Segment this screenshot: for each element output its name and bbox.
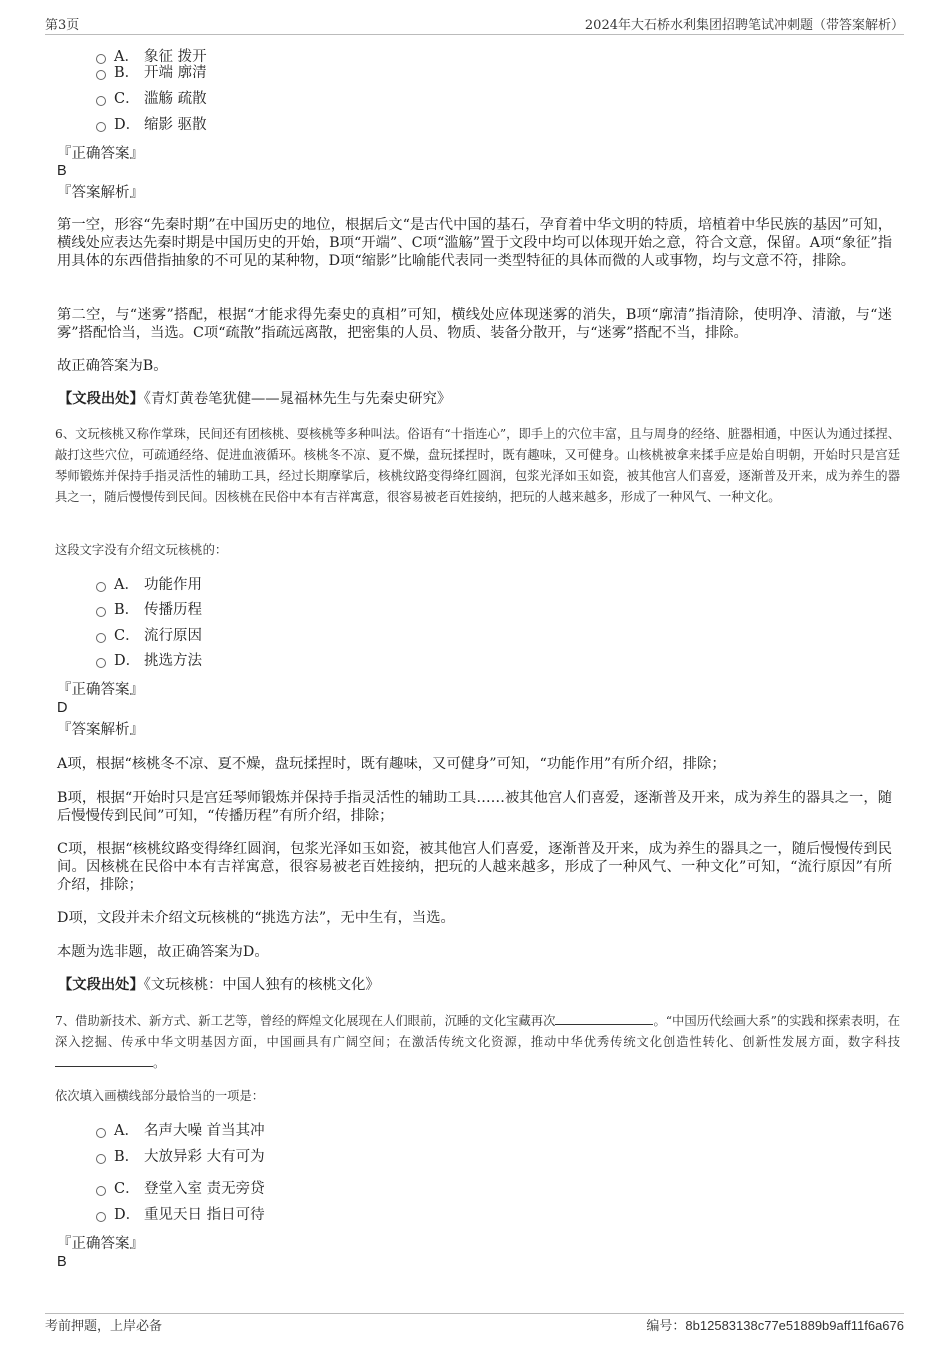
q6-answer: D [57, 700, 68, 716]
document-title: 2024年大石桥水利集团招聘笔试冲刺题（带答案解析） [584, 18, 904, 33]
q6-analysis-label: 『答案解析』 [57, 722, 144, 738]
radio-icon[interactable] [96, 658, 106, 668]
q6-option-d[interactable]: D． 挑选方法 [96, 651, 202, 671]
q5-analysis-label: 『答案解析』 [57, 185, 144, 201]
answer-blank [555, 1012, 653, 1025]
q5-analysis-paragraph: 第二空，与“迷雾”搭配，根据“才能求得先秦史的真相”可知，横线处应体现迷雾的消失，B项“廓清”指清除，使明净、清澈，与“迷雾”搭配恰当，当选。C项“疏散”指疏远离散，把密集的人员、物质、装备分散开，与“迷雾”搭配不当，排除。 [57, 307, 892, 341]
q6-option-a[interactable]: A． 功能作用 [96, 575, 202, 595]
q7-answer: B [57, 1254, 67, 1270]
q5-option-a[interactable]: A． 象征 拨开 [96, 47, 207, 67]
q7-stem: 7、借助新技术、新方式、新工艺等，曾经的辉煌文化展现在人们眼前，沉睡的文化宝藏再次 。“中国历代绘画大系”的实践和探索表明，在深入挖掘、传承中华文明基因方面，中国画具有广阔空间；在激活传统文化资源，推动中华优秀传统文化创造性转化、创新性发展方面，数字科技。 [55, 1014, 901, 1070]
radio-icon[interactable] [96, 607, 106, 617]
radio-icon[interactable] [96, 96, 106, 106]
q5-option-c[interactable]: C． 滥觞 疏散 [96, 89, 207, 109]
q7-answer-label: 『正确答案』 [57, 1236, 144, 1252]
radio-icon[interactable] [96, 582, 106, 592]
q6-option-b[interactable]: B． 传播历程 [96, 600, 202, 620]
q7-option-d[interactable]: D． 重见天日 指日可待 [96, 1205, 265, 1225]
radio-icon[interactable] [96, 70, 106, 80]
q6-analysis-paragraph: D项，文段并未介绍文玩核桃的“挑选方法”，无中生有，当选。 [57, 910, 455, 926]
q6-analysis-paragraph: A项，根据“核桃冬不凉、夏不燥，盘玩揉捏时，既有趣味，又可健身”可知，“功能作用”有所介绍，排除； [57, 756, 726, 772]
radio-icon[interactable] [96, 633, 106, 643]
q6-option-c[interactable]: C． 流行原因 [96, 626, 202, 646]
q6-answer-label: 『正确答案』 [57, 682, 144, 698]
q6-source: 【文段出处】《文玩核桃：中国人独有的核桃文化》 [58, 977, 380, 993]
q5-option-d[interactable]: D． 缩影 驱散 [96, 115, 207, 135]
q6-question: 这段文字没有介绍文玩核桃的： [55, 543, 228, 557]
q6-analysis-paragraph: B项，根据“开始时只是宫廷琴师锻炼并保持手指灵活性的辅助工具……被其他宫人们喜爱，逐渐普及开来，成为养生的器具之一，随后慢慢传到民间”可知，“传播历程”有所介绍，排除； [57, 790, 892, 824]
q5-answer-label: 『正确答案』 [57, 146, 144, 162]
answer-blank [55, 1054, 153, 1067]
q7-question: 依次填入画横线部分最恰当的一项是： [55, 1089, 265, 1103]
q6-analysis-paragraph: C项，根据“核桃纹路变得绛红圆润，包浆光泽如玉如瓷，被其他宫人们喜爱，逐渐普及开来，成为养生的器具之一，随后慢慢传到民间。因核桃在民俗中本有吉祥寓意，很容易被老百姓接纳，把玩的人越来越多，形成了一种风气、一种文化”可知，“流行原因”有所介绍，排除； [57, 841, 892, 893]
radio-icon[interactable] [96, 1128, 106, 1138]
radio-icon[interactable] [96, 1154, 106, 1164]
q7-option-a[interactable]: A． 名声大噪 首当其冲 [96, 1121, 265, 1141]
footer-slogan: 考前押题，上岸必备 [45, 1319, 163, 1334]
q7-option-b[interactable]: B． 大放异彩 大有可为 [96, 1147, 265, 1167]
q5-analysis-paragraph: 故正确答案为B。 [57, 358, 168, 374]
q5-option-b[interactable]: B． 开端 廓清 [96, 63, 207, 83]
radio-icon[interactable] [96, 1212, 106, 1222]
q6-stem: 6、文玩核桃又称作掌珠，民间还有团核桃、耍核桃等多种叫法。俗语有“十指连心”，即手上的穴位丰富，且与周身的经络、脏器相通，中医认为通过揉捏、敲打这些穴位，可疏通经络、促进血液循环。核桃冬不凉、夏不燥，盘玩揉捏时，既有趣味，又可健身。山核桃被拿来揉手应是始自明朝，开始时只是宫廷琴师锻炼并保持手指灵活性的辅助工具，经过长期摩挲后，核桃纹路变得绛红圆润，包浆光泽如玉如瓷，被其他宫人们喜爱，逐渐普及开来，成为养生的器具之一，随后慢慢传到民间。因核桃在民俗中本有吉祥寓意，很容易被老百姓接纳，把玩的人越来越多，形成了一种风气、一种文化。 [55, 427, 900, 504]
q5-answer: B [57, 163, 67, 179]
q6-analysis-paragraph: 本题为选非题，故正确答案为D。 [57, 944, 269, 960]
radio-icon[interactable] [96, 1186, 106, 1196]
q5-source: 【文段出处】《青灯黄卷笔犹健——晁福林先生与先秦史研究》 [58, 391, 452, 407]
page-footer [45, 1313, 904, 1336]
radio-icon[interactable] [96, 122, 106, 132]
document-id: 编号：8b12583138c77e51889b9aff11f6a676 [646, 1318, 904, 1333]
page-header [45, 12, 904, 35]
q7-option-c[interactable]: C． 登堂入室 责无旁贷 [96, 1179, 265, 1199]
page-number: 第3页 [45, 18, 80, 33]
q5-analysis-paragraph: 第一空，形容“先秦时期”在中国历史的地位，根据后文“是古代中国的基石，孕育着中华文明的特质，培植着中华民族的基因”可知，横线处应表达先秦时期是中国历史的开始，B项“开端”、C项“滥觞”置于文段中均可以体现开始之意，符合文意，保留。A项“象征”指用具体的东西借指抽象的不可见的某种物，D项“缩影”比喻能代表同一类型特征的具体而微的人或事物，均与文意不符，排除。 [57, 217, 892, 269]
